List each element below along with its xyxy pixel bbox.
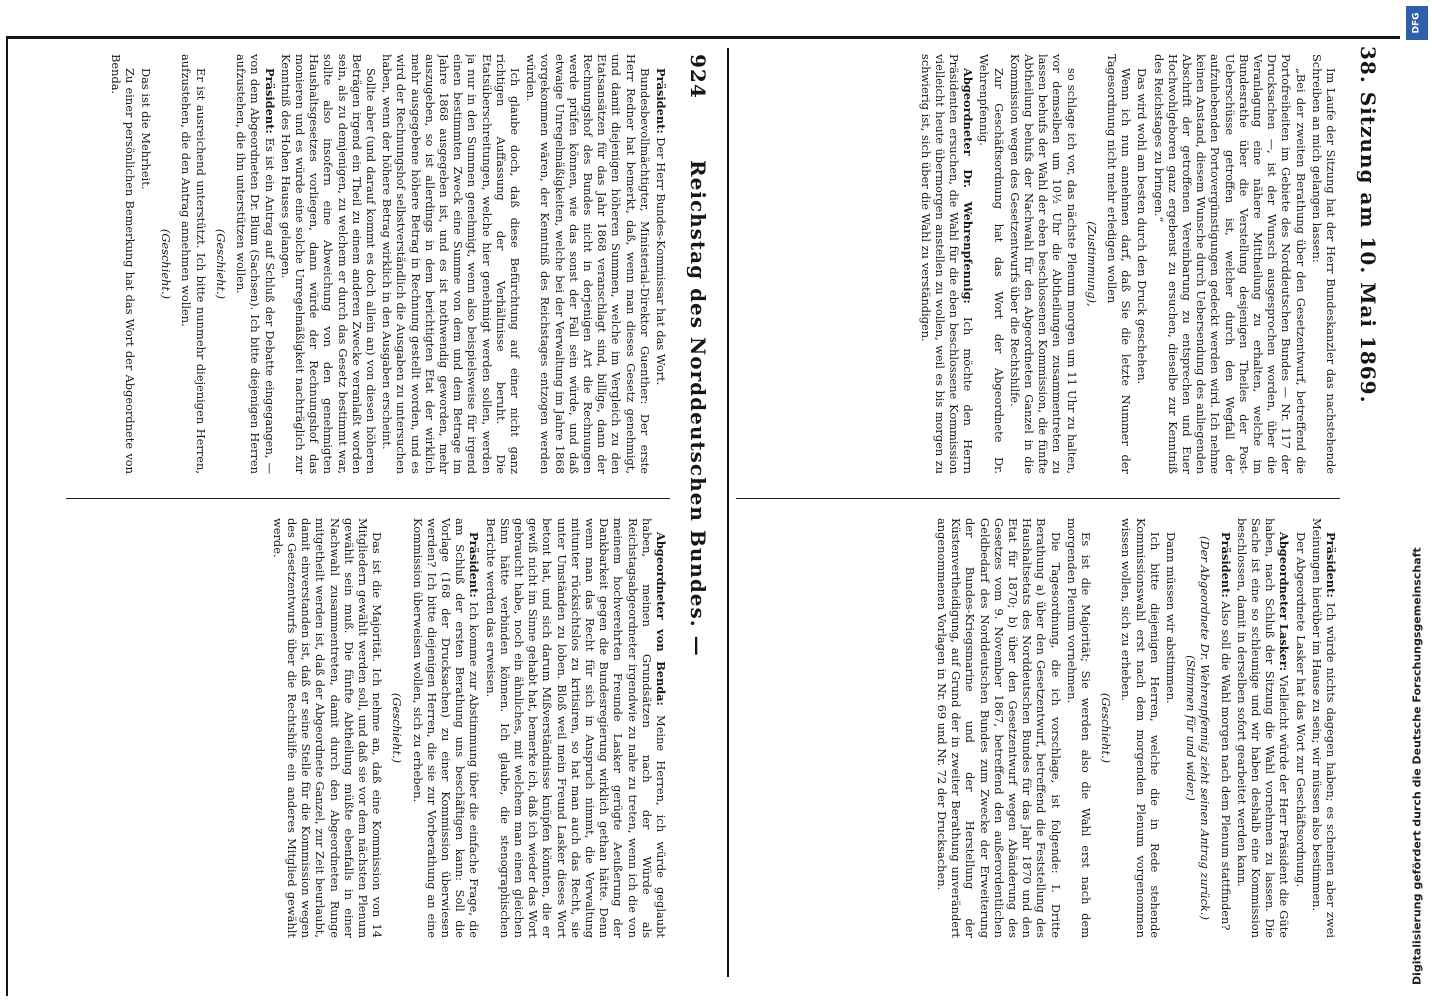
paragraph bbox=[977, 54, 1005, 474]
paragraph-text: Zu einer persönlichen Bemerkung hat das Wort der Abgeordnete von Benda. bbox=[108, 54, 137, 474]
credit-strip bbox=[1404, 40, 1430, 985]
paragraph bbox=[1065, 518, 1093, 938]
running-head-left bbox=[680, 40, 710, 985]
paragraph-text: Vielleicht würde der Herr Präsident die Güte haben, nach Schluß der Sitzung die Wahl vornehmen zu lassen. Die Sache ist eine so schleunige und wir haben deshalb eine Kommission beschlossen, damit in derselben sofort gearbeitet werden kann. bbox=[1234, 518, 1292, 938]
speaker-name: Abgeordneter Dr. Wehrenpfennig: bbox=[961, 68, 976, 304]
running-head-right bbox=[1350, 40, 1380, 985]
paragraph bbox=[234, 54, 277, 474]
paragraph-text: Der Herr Bundes-Kommissar hat das Wort. bbox=[654, 137, 668, 386]
stage-direction: (Geschieht.) bbox=[1099, 692, 1114, 764]
paragraph bbox=[279, 54, 378, 474]
left-page bbox=[58, 40, 728, 985]
speaker-name: Präsident: bbox=[654, 68, 668, 134]
paragraph-text: „Bei der zweiten Berathung über den Gesetzentwurf, betreffend die Portofreiheiten im Gebiete des Norddeutschen Bundes — Nr. 117 der Drucksachen —, ist der Wunsch ausgesprochen worden, über die Veranlagung eine nähere Mittheilung zu erhalten, welche im Bundesrathe über die Verstellung desjenigen Theiles der Post-Ueberschüsse getroffen ist, welcher durch den Wegfall der aufzuhebenden Portovergünstigungen gedeckt werden wird. Ich nehme keinen Anstand, diesem Wunsche durch Uebersendung des anliegenden Abschrift der getroffenen Vereinbarung zu entsprechen und Euer Hochwohlgeboren ganz ergebenst zu ersuchen, dieselbe zur Kenntniß des Reichstages zu bringen.“ bbox=[1151, 54, 1308, 474]
speaker-name: Präsident: bbox=[467, 532, 482, 598]
dfg-logo: DFG bbox=[1406, 6, 1428, 40]
rotated-spread bbox=[58, 40, 1398, 985]
paragraph bbox=[179, 54, 207, 474]
paragraph bbox=[271, 518, 385, 938]
paragraph-text: Das ist die Mehrheit. bbox=[139, 68, 154, 190]
right-column-2 bbox=[738, 518, 1338, 938]
paragraph-text: Die Tagesordnung, die ich vorschlage, ist folgende: I. Dritte Berathung a) über den Gesetzentwurf, betreffend die Feststellung des Haushaltsetats des Norddeutschen Bundes für das Jahr 1870 und den Etat für 1870; b) über den Gesetzentwurf wegen Abänderung des Gesetzes vom 9. November 1867, betreffend den außerordentlichen Geldbedarf des Norddeutschen Bundes zum Zwecke der Erweiterung der Bundes-Kriegsmarine und der Herstellung der Küstenvertheidigung, auf Grund der in zweiter Berathung unverändert angenommenen Vorlagen in Nr. 69 und Nr. 72 der Drucksachen. bbox=[934, 518, 1063, 938]
scan-edge-top bbox=[6, 36, 1400, 39]
paragraph-text: Wenn ich nun annehmen darf, daß Sie die letzte Nummer der Tagesordnung nicht mehr erledigen wollen bbox=[1104, 54, 1134, 474]
session-title: 38. Sitzung am 10. Mai 1869. bbox=[1356, 46, 1380, 404]
speaker-name: Präsident: bbox=[1324, 532, 1338, 598]
right-column-1 bbox=[738, 54, 1338, 474]
paragraph bbox=[410, 518, 481, 938]
paragraph-text: Im Laufe der Sitzung hat der Herr Bundeskanzler das nachstehende Schreiben an mich gelangen lassen: bbox=[1309, 54, 1338, 474]
digitization-credit: Digitalisierung gefördert durch die Deutsche Forschungsgemeinschaft bbox=[1410, 547, 1424, 985]
paragraph-text: Zur Geschäftsordnung hat das Wort der Abgeordnete Dr. Wehrenpfennig. bbox=[977, 54, 1006, 474]
left-column-1 bbox=[68, 54, 668, 474]
stage-direction: (Geschieht.) bbox=[390, 692, 405, 764]
paragraph-text: Bundesbevollmächtigter, Ministerial-Direktor Guenther: Der erste Herr Redner hat bemerkt, daß, wenn man dieses Gesetz genehmigt, und damit diejenigen höheren Summen, welche im Vergleich zu den Etatsansätzen für das Jahr 1868 veranschlagt sind, billige, dann der Rechnungshof des Bundes nicht in derjenigen Art die Rechnungen werde prüfen können, wie das sonst der Fall sein würde, und daß etwaige Unregelmäßigkeiten, welche bei der Verwaltung im Jahre 1868 vorgekommen wären, der Kenntniß des Reichstages entzogen werden würden. bbox=[524, 54, 652, 474]
speaker-name: Präsident: bbox=[262, 68, 277, 134]
paragraph bbox=[380, 54, 522, 474]
paragraph-text: Es ist ein Antrag auf Schluß der Debatte eingegangen, — von dem Abgeordneten Dr. Blum (Sachsen). Ich bitte diejenigen Herren aufzustehen, die ihn unterstützen wollen. bbox=[234, 54, 277, 474]
journal-title: Reichstag des Norddeutschen Bundes. — bbox=[686, 160, 710, 657]
right-page bbox=[728, 40, 1398, 985]
page-number: 924 bbox=[686, 54, 710, 99]
paragraph-text: Das ist die Majorität. Ich nehme an, daß eine Kommission von 14 Mitgliedern gewählt werden soll, und daß sie vor dem nächsten Plenum gewählt sein muß. Die fünfte Abtheilung müßte ebenfalls in einer Nachwahl zusammentreten, damit durch den Abgeordneten Runge mitgetheilt werden ist, daß der Abgeordnete Ganzel, zur Zeit beurlaubt, damit einverstanden ist, daß er seine Stelle für die Kommission wegen des Gesetzentwurfs über die Rechtshilfe ein anderes Mitglied gewählt werde. bbox=[270, 518, 385, 938]
paragraph bbox=[524, 54, 652, 474]
paragraph bbox=[1218, 518, 1232, 938]
paragraph bbox=[1119, 518, 1162, 938]
paragraph bbox=[1105, 54, 1133, 474]
paragraph-text: Meine Herren, ich würde geglaubt haben, meinen Grundsätzen nach der Würde als Reichstagsabgeordneter irgendwie zu nahe zu treten, wenn ich die von meinem hochverehrten Freunde Lasker gerügte Aeußerung der Dankbarkeit gegen die Bundesregierung wirklich gethan hätte. Denn wenn man das Recht für sich in Anspruch nimmt, die Verwaltung mitunter rücksichtslos zu kritisiren, so hat man auch das Recht, sie unter Umständen zu loben. Bloß weil mein Freund Lasker dieses Wort betont hat, und sich darum Mißverständnisse knüpfen könnten, die er gewiß nicht im Sinne gehabt hat, bemerke ich, daß ich wieder das Wort gebraucht habe, noch ein ähnliches, mit welchem man einen gleichen Sinn hätte verbinden können. Ich glaube, die stenographischen Berichte werden das erweisen. bbox=[483, 518, 668, 938]
paragraph bbox=[1135, 54, 1149, 474]
paragraph-text: Er ist ausreichend unterstützt. Ich bitte nunmehr diejenigen Herren, aufzustehen, die den Antrag annehmen wollen. bbox=[179, 54, 208, 474]
paragraph bbox=[1310, 518, 1338, 938]
paragraph bbox=[1164, 518, 1178, 938]
scan-edge-left bbox=[6, 36, 8, 996]
paragraph bbox=[1293, 518, 1307, 938]
paragraph-text: Ich möchte den Herrn Präsidenten ersuchen, die Wahl für die eben beschlossene Kommission vielleicht heute übermorgen anstellen zu wollen, weil es bis morgen zu schwierig ist, sich über die Wahl zu verständigen. bbox=[918, 54, 976, 474]
speaker-name: Abgeordneter Lasker: bbox=[1277, 532, 1292, 672]
paragraph bbox=[935, 518, 1063, 938]
stage-direction: (Geschieht.) bbox=[159, 228, 174, 300]
paragraph-text: Das wird wohl am besten durch den Druck geschehen. bbox=[1135, 68, 1150, 385]
paragraph bbox=[139, 54, 153, 474]
left-column-2 bbox=[68, 518, 668, 938]
paragraph bbox=[483, 518, 668, 938]
paragraph-text: Sollte aber (und darauf kommt es doch allein an) von diesen höheren Beträgen irgend ein Theil zu einem anderen Zwecke veranlaßt worden sein, als zu demjenigen, zu welchem er durch das Gesetz bestimmt war, sollte also insofern eine Abweichung von den genehmigten Haushaltsgesetzes vorliegen, dann würde der Rechnungshof das monieren und es würde eine solche Unregelmäßigkeit nachträglich zur Kenntniß des Hohen Hauses gelangen. bbox=[278, 54, 378, 474]
stage-direction: (Geschieht.) bbox=[213, 228, 228, 300]
column-rule bbox=[736, 498, 1340, 499]
paragraph bbox=[1310, 54, 1338, 474]
paragraph-text: Dann müssen wir abstimmen. bbox=[1163, 532, 1178, 704]
paragraph-text: Ich würde nichts dagegen haben; es scheinen aber zwei Meinungen hierüber im Hause zu sein; wir müssen also bestimmen. bbox=[1309, 518, 1338, 938]
paragraph-text: Der Abgeordnete Lasker hat das Wort zur Geschäftsordnung. bbox=[1293, 532, 1308, 888]
speaker-name: Präsident: bbox=[1218, 532, 1233, 598]
paragraph-text: Ich bitte diejenigen Herren, welche die in Rede stehende Kommissionswahl erst nach dem morgenden Plenum vorgenommen wissen wollen, sich zu erheben. bbox=[1119, 518, 1162, 938]
paragraph-text: Es ist die Majorität; Sie werden also die Wahl erst nach dem morgenden Plenum vornehmen. bbox=[1064, 518, 1093, 938]
column-rule bbox=[66, 498, 670, 499]
paragraph bbox=[1151, 54, 1307, 474]
stage-direction: (Der Abgeordnete Dr. Wehrenpfennig zieht seinen Antrag zurück.) (Stimmen für und wider.) bbox=[1184, 536, 1213, 920]
paragraph-text: Ich glaube doch, daß diese Befürchtung auf einer nicht ganz richtigen Auffassung der Verhältnisse beruht. Die Etatsüberschreitungen, welche hier genehmigt werden sollen, werden ja nur in den Summen genehmigt, wenn also beispielsweise für irgend einen bestimmten Zweck eine Summe von dem und dem Betrage im Jahre 1868 ausgegeben ist, und es ist nothwendig geworden, mehr auszugeben, so ist allerdings in dem berichtigten Etat der wirklich mehr ausgegebene höhere Betrag in Rechnung gestellt worden, und es wird der Rechnungshof selbstverständlich die Ausgaben zu untersuchen haben, wenn der höhere Betrag wirklich in den Ausgaben erscheint. bbox=[380, 54, 522, 474]
paragraph bbox=[654, 54, 668, 474]
paragraph bbox=[918, 54, 975, 474]
paragraph-text: so schlage ich vor, das nächste Plenum morgen um 11 Uhr zu halten, vor demselben um 10½ Uhr die Abtheilungen zusammentreten zu lassen behufs der Wahl der eben beschlossenen Kommission, die fünfte Abtheilung behufs der Nachwahl für den Abgeordneten Ganzel in die Kommission wegen des Gesetzentwurfs über die Rechtshilfe. bbox=[1007, 54, 1079, 474]
paragraph bbox=[1235, 518, 1292, 938]
paragraph-text: Also soll die Wahl morgen nach dem Plenum stattfinden? bbox=[1218, 601, 1233, 931]
paragraph bbox=[1008, 54, 1079, 474]
paragraph-text: Ich komme zur Abstimmung über die einfache Frage, die am Schluß der ersten Berathung uns beschäftigen kann: Soll die Vorlage (168 der Drucksachen) zu einer Kommission überwiesen werden? Ich bitte diejenigen Herren, die sie zur Vorberathung an eine Kommission überweisen wollen, sich zu erheben. bbox=[410, 518, 482, 938]
speaker-name: Abgeordneter von Benda: bbox=[654, 532, 668, 706]
stage-direction: (Zustimmung), bbox=[1084, 221, 1099, 307]
paragraph bbox=[108, 54, 136, 474]
